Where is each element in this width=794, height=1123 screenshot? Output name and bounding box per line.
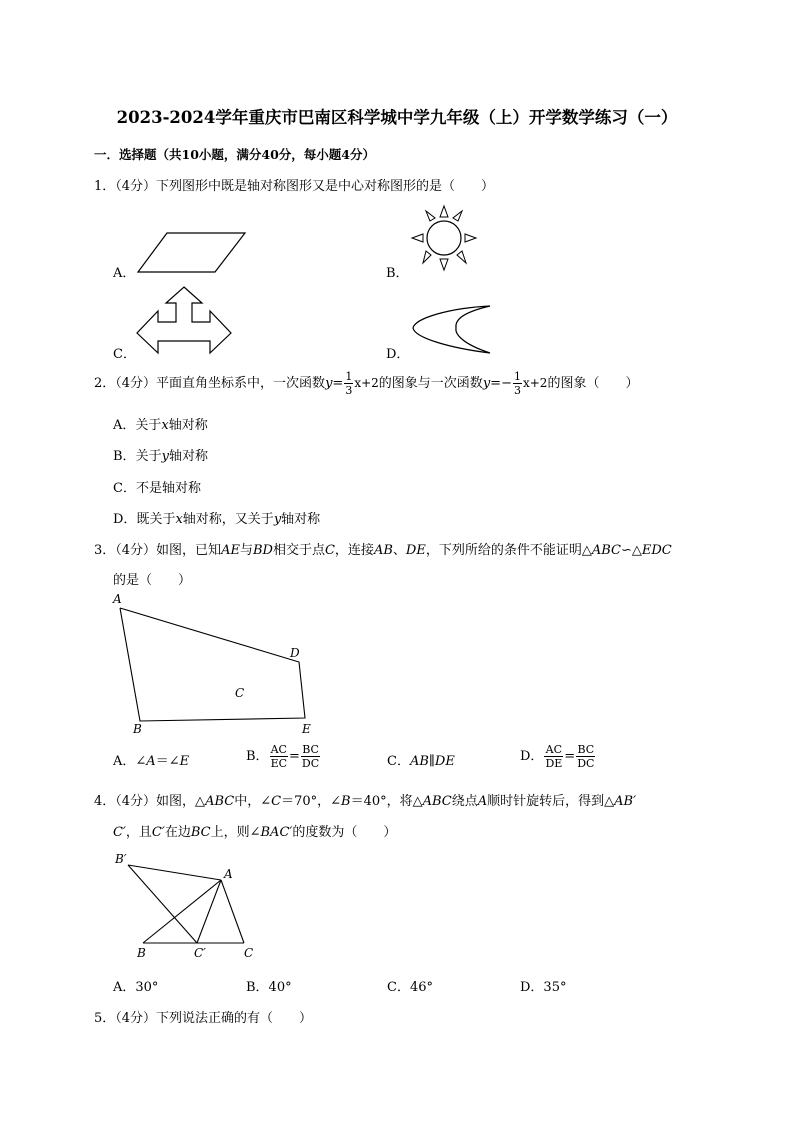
- q3-option-a: A．∠A＝∠E: [113, 754, 190, 769]
- point-label-a: A: [224, 867, 233, 881]
- question-5: 5．（4分）下列说法正确的有（ ）: [94, 1011, 313, 1026]
- q2-option-b: B．关于y轴对称: [113, 449, 208, 464]
- question-text-pre: （4分）平面直角坐标系中，一次函数: [115, 376, 326, 391]
- point-label-e: E: [302, 722, 311, 736]
- point-label-a: A: [113, 592, 122, 606]
- q4-option-b: B．40°: [246, 980, 292, 995]
- q1-option-d-label: D．: [386, 347, 410, 362]
- q4-option-a: A．30°: [113, 980, 159, 995]
- question-3: 3．（4分）如图，已知AE与BD相交于点C，连接AB、DE，下列所给的条件不能证明△ABC∽△EDC: [94, 543, 672, 558]
- point-label-b-prime: B′: [115, 852, 127, 866]
- section-heading: 一．选择题（共10小题，满分40分，每小题4分）: [94, 147, 375, 162]
- question-number: 2．: [94, 376, 116, 391]
- point-label-c: C: [235, 686, 245, 700]
- q1-option-a-label: A．: [113, 266, 136, 281]
- point-label-d: D: [290, 646, 300, 660]
- question-3-line2: 的是（ ）: [113, 573, 192, 588]
- q4-option-c: C．46°: [387, 980, 433, 995]
- question-2: 2．（4分）平面直角坐标系中，一次函数y= $\frac{1}{3}$ x+2的图象与一次函数y=− $\frac{1}{3}$ x+2的图象（ ）: [94, 370, 639, 397]
- var-y: y: [325, 376, 333, 391]
- q2-option-c: C．不是轴对称: [113, 481, 201, 496]
- fraction: $\frac{1}{3}$: [513, 370, 521, 397]
- q1-option-c-label: C．: [113, 347, 136, 362]
- question-text: （4分）下列图形中既是轴对称图形又是中心对称图形的是（ ）: [115, 179, 495, 194]
- equals: =: [332, 376, 344, 391]
- question-text-mid: 的图象与一次函数: [378, 376, 483, 391]
- point-label-b: B: [133, 722, 142, 736]
- q4-option-d: D．35°: [520, 980, 567, 995]
- page-title: 2023-2024学年重庆市巴南区科学城中学九年级（上）开学数学练习（一）: [116, 108, 678, 127]
- q2-option-a: A．关于x轴对称: [113, 418, 208, 433]
- fraction: $\frac{1}{3}$: [345, 370, 353, 397]
- q3-option-d: D． $\frac{AC}{DE}$ = $\frac{BC}{DC}$: [520, 743, 595, 770]
- question-text-post: 的图象（ ）: [547, 376, 639, 391]
- q1-option-b-label: B．: [386, 266, 409, 281]
- question-number: 1．: [94, 179, 116, 194]
- point-label-c: C: [244, 946, 254, 960]
- question-4: 4．（4分）如图，△ABC中，∠C＝70°，∠B＝40°，将△ABC绕点A顺时针旋转后，得到△AB′: [94, 794, 637, 809]
- q3-option-b: B． $\frac{AC}{EC}$ = $\frac{BC}{DC}$: [246, 743, 320, 770]
- question-4-line2: C′，且C′在边BC上，则∠BAC′的度数为（ ）: [113, 825, 397, 840]
- point-label-b: B: [137, 946, 146, 960]
- q2-option-d: D．既关于x轴对称，又关于y轴对称: [113, 512, 321, 527]
- q3-option-c: C．AB∥DE: [387, 754, 455, 769]
- point-label-c-prime: C′: [194, 946, 206, 960]
